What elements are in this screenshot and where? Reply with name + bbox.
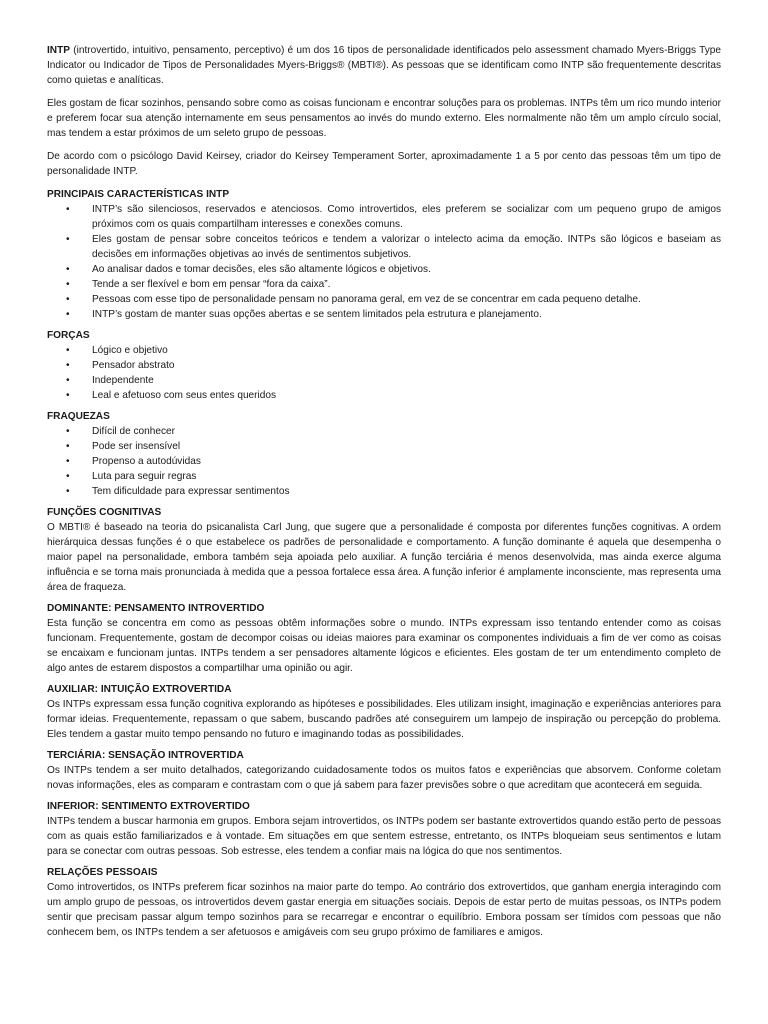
- list-item: • Pode ser insensível: [47, 439, 721, 454]
- list-item: • Pessoas com esse tipo de personalidade pensam no panorama geral, em vez de se concentrar em cada pequeno detalhe.: [47, 292, 721, 307]
- intro-term: INTP: [47, 45, 70, 56]
- section-heading-fraquezas: FRAQUEZAS: [47, 411, 110, 422]
- list-item: • INTP’s são silenciosos, reservados e atenciosos. Como introvertidos, eles preferem se socializar com um pequeno grupo de amigos próximos com os quais compartilham interesses e conexões comuns.: [47, 202, 721, 232]
- section-relacoes: [47, 865, 721, 940]
- section-dominante: [47, 601, 721, 676]
- section-heading-caracteristicas: PRINCIPAIS CARACTERÍSTICAS INTP: [47, 189, 230, 200]
- list-item: • Propenso a autodúvidas: [47, 454, 721, 469]
- list-item: • Eles gostam de pensar sobre conceitos teóricos e tendem a valorizar o intelecto acima da emoção. INTPs são lógicos e baseiam as decisões em informações objetivas ao invés de sentimentos subjetivos.: [47, 232, 721, 262]
- list-item: • Ao analisar dados e tomar decisões, eles são altamente lógicos e objetivos.: [47, 262, 721, 277]
- list-item: • INTP’s gostam de manter suas opções abertas e se sentem limitados pela estrutura e planejamento.: [47, 307, 721, 322]
- intro-paragraph-3: De acordo com o psicólogo David Keirsey, criador do Keirsey Temperament Sorter, aproximadamente 1 a 5 por cento das pessoas têm um tipo de personalidade INTP.: [47, 151, 721, 177]
- section-heading-terciaria: TERCIÁRIA: SENSAÇÃO INTROVERTIDA: [47, 750, 244, 761]
- list-item: • Difícil de conhecer: [47, 424, 721, 439]
- document-page: [47, 43, 721, 946]
- list-item: • Tem dificuldade para expressar sentimentos: [47, 484, 721, 499]
- section-heading-dominante: DOMINANTE: PENSAMENTO INTROVERTIDO: [47, 603, 265, 614]
- list-item: • Luta para seguir regras: [47, 469, 721, 484]
- auxiliar-text: Os INTPs expressam essa função cognitiva explorando as hipóteses e possibilidades. Eles utilizam insight, imaginação e experiências anteriores para formar ideias. Frequentemente, repassam o que sabem, buscando padrões até conseguirem um lampejo de inspiração ou percepção do problema. Eles tendem a gastar muito tempo pensando no futuro e imaginando todas as possibilidades.: [47, 699, 721, 740]
- caracteristicas-list: [47, 202, 721, 322]
- section-heading-auxiliar: AUXILIAR: INTUIÇÃO EXTROVERTIDA: [47, 684, 232, 695]
- funcoes-text: O MBTI® é baseado na teoria do psicanalista Carl Jung, que sugere que a personalidade é composta por diferentes funções cognitivas. A ordem hierárquica dessas funções é o que estabelece os padrões de personalidade e comportamento. A função dominante é aquela que desempenha o maior papel na personalidade, embora também seja apoiada pelo auxiliar. A função terciária é menos desenvolvida, mas ainda exerce alguma influência e se torna mais pronunciada à medida que a pessoa fortalece essa área. A função inferior é amplamente inconsciente, mas representa uma área de fraqueza.: [47, 522, 721, 593]
- section-terciaria: [47, 748, 721, 793]
- intro-paragraph-1-text: (introvertido, intuitivo, pensamento, perceptivo) é um dos 16 tipos de personalidade identificados pelo assessment chamado Myers-Briggs Type Indicator ou Indicador de Tipos de Personalidades Myers-Briggs® (MBTI®). As pessoas que se identificam como INTP são frequentemente descritas como quietas e analíticas.: [47, 45, 721, 86]
- section-auxiliar: [47, 682, 721, 742]
- list-item: • Pensador abstrato: [47, 358, 721, 373]
- section-heading-inferior: INFERIOR: SENTIMENTO EXTROVERTIDO: [47, 801, 250, 812]
- dominante-text: Esta função se concentra em como as pessoas obtêm informações sobre o mundo. INTPs expressam isso tentando entender como as coisas funcionam. Frequentemente, gostam de decompor coisas ou ideias maiores para examinar os componentes individuais a fim de ver como as coisas se encaixam e funcionam juntas. INTPs tendem a ser pensadores altamente lógicos e eficientes. Eles gostam de ter um entendimento completo de algo antes de estarem dispostos a compartilhar uma opinião ou agir.: [47, 618, 721, 674]
- relacoes-text: Como introvertidos, os INTPs preferem ficar sozinhos na maior parte do tempo. Ao contrário dos extrovertidos, que ganham energia interagindo com um amplo grupo de pessoas, os introvertidos devem gastar energia em situações sociais. Depois de estar perto de muitas pessoas, os INTPs podem sentir que precisam passar algum tempo sozinhos para se recarregar e encontrar o equilíbrio. Embora possam ser tímidos com pessoas que não conhecem bem, os INTPs tendem a ser afetuosos e amigáveis com seu grupo próximo de familiares e amigos.: [47, 882, 721, 938]
- fraquezas-list: [47, 424, 721, 499]
- section-heading-relacoes: RELAÇÕES PESSOAIS: [47, 867, 158, 878]
- list-item: • Lógico e objetivo: [47, 343, 721, 358]
- terciaria-text: Os INTPs tendem a ser muito detalhados, categorizando cuidadosamente todos os muitos fatos e experiências que absorvem. Conforme coletam novas informações, eles as comparam e contrastam com o que já sabem para fazer previsões sobre o que acreditam que acontecerá em seguida.: [47, 765, 721, 791]
- intro-paragraph-1: [47, 43, 721, 88]
- list-item: • Independente: [47, 373, 721, 388]
- section-funcoes: [47, 505, 721, 595]
- inferior-text: INTPs tendem a buscar harmonia em grupos. Embora sejam introvertidos, os INTPs podem ser bastante extrovertidos quando estão perto de pessoas com as quais estão familiarizados e à vontade. Em situações em que sentem estresse, entretanto, os INTPs bloqueiam seus sentimentos e lutam para se conectar com outras pessoas. Sob estresse, eles tendem a confiar mais na lógica do que nos sentimentos.: [47, 816, 721, 857]
- section-heading-funcoes: FUNÇÕES COGNITIVAS: [47, 507, 162, 518]
- forcas-list: [47, 343, 721, 403]
- list-item: • Leal e afetuoso com seus entes queridos: [47, 388, 721, 403]
- intro-paragraph-2: Eles gostam de ficar sozinhos, pensando sobre como as coisas funcionam e encontrar soluções para os problemas. INTPs têm um rico mundo interior e preferem focar sua atenção internamente em seus pensamentos ao invés do mundo externo. Eles normalmente não têm um amplo círculo social, mas tendem a estar próximos de um seleto grupo de pessoas.: [47, 98, 721, 139]
- list-item: • Tende a ser flexível e bom em pensar “fora da caixa”.: [47, 277, 721, 292]
- section-inferior: [47, 799, 721, 859]
- section-heading-forcas: FORÇAS: [47, 330, 90, 341]
